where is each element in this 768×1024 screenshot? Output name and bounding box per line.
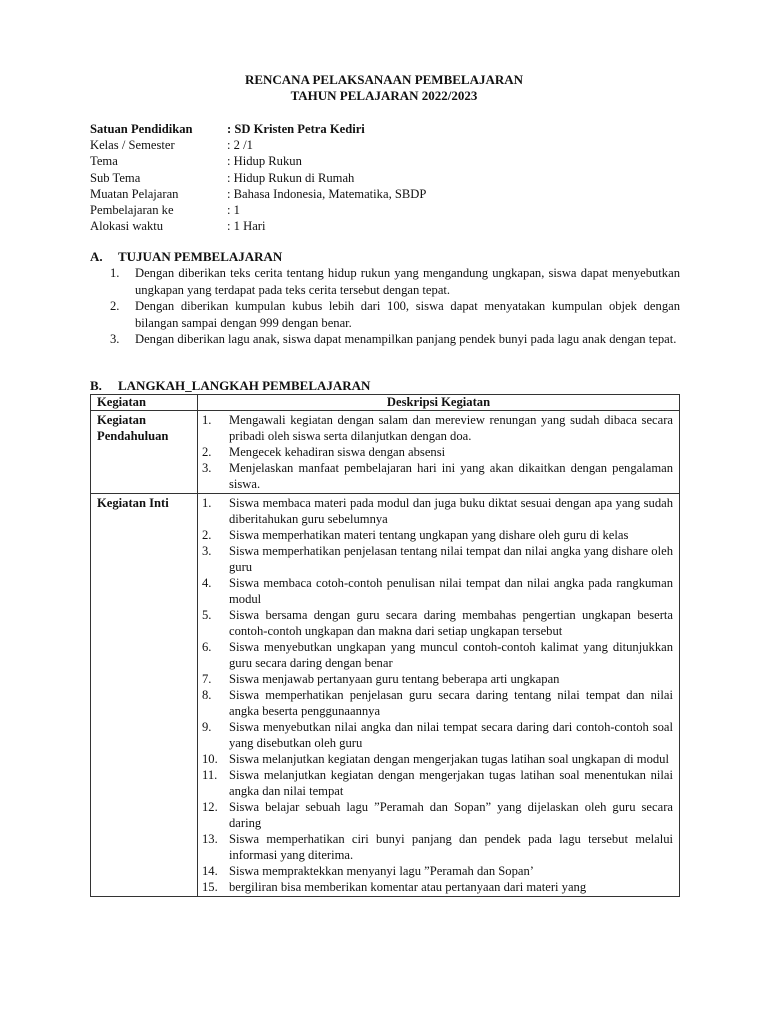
item-text: Mengawali kegiatan dengan salam dan mereview renungan yang sudah dibaca secara pribadi oleh siswa serta dilanjutkan dengan doa. <box>229 413 673 443</box>
list-item <box>110 298 680 331</box>
column-header-kegiatan: Kegiatan <box>91 395 198 411</box>
item-number: 2. <box>202 528 212 542</box>
column-header-deskripsi: Deskripsi Kegiatan <box>198 395 680 411</box>
list-item <box>202 444 673 460</box>
info-label: Pembelajaran ke <box>90 203 174 218</box>
item-number: 6. <box>202 640 212 654</box>
table-header-row <box>91 395 680 411</box>
info-value: : Hidup Rukun <box>227 154 302 169</box>
list-item <box>202 543 673 575</box>
info-row <box>90 153 426 169</box>
info-value: : 2 /1 <box>227 138 253 153</box>
section-letter: B. <box>90 378 102 393</box>
kegiatan-label-line: Pendahuluan <box>97 429 169 444</box>
item-text: Siswa memperhatikan ciri bunyi panjang dan pendek pada lagu tersebut melalui informasi yang diterima. <box>229 832 673 862</box>
item-text: Siswa membaca materi pada modul dan juga buku diktat sesuai dengan apa yang sudah diberitahukan guru sebelumnya <box>229 496 673 526</box>
item-number: 2. <box>110 299 120 314</box>
section-title: LANGKAH_LANGKAH PEMBELAJARAN <box>118 378 371 393</box>
item-text: Siswa memperhatikan penjelasan guru secara daring tentang nilai tempat dan nilai angka beserta penggunaannya <box>229 688 673 718</box>
info-label: Satuan Pendidikan <box>90 122 193 136</box>
item-text: bergiliran bisa memberikan komentar atau pertanyaan dari materi yang <box>229 880 587 894</box>
item-text: Dengan diberikan lagu anak, siswa dapat menampilkan panjang pendek bunyi pada lagu anak dengan tepat. <box>135 332 677 347</box>
item-text: Siswa menjawab pertanyaan guru tentang beberapa arti ungkapan <box>229 672 560 686</box>
section-langkah <box>90 378 680 897</box>
item-text: Siswa mempraktekkan menyanyi lagu ”Peramah dan Sopan’ <box>229 864 534 878</box>
document-title <box>0 72 768 104</box>
item-number: 14. <box>202 864 218 878</box>
item-number: 5. <box>202 608 212 622</box>
info-value: : Bahasa Indonesia, Matematika, SBDP <box>227 186 427 201</box>
item-text: Siswa melanjutkan kegiatan dengan mengerjakan tugas latihan soal ungkapan di modul <box>229 752 669 766</box>
info-label: Tema <box>90 154 118 169</box>
item-text: Siswa memperhatikan penjelasan tentang nilai tempat dan nilai angka yang dishare oleh guru <box>229 544 673 574</box>
objectives-list <box>110 265 680 348</box>
list-item <box>202 607 673 639</box>
item-number: 15. <box>202 880 218 894</box>
info-row <box>90 218 426 234</box>
kegiatan-label-line: Kegiatan Inti <box>97 496 169 510</box>
item-number: 4. <box>202 576 212 590</box>
list-item <box>110 265 680 298</box>
item-text: Menjelaskan manfaat pembelajaran hari ini yang akan dikaitkan dengan pengalaman siswa. <box>229 461 673 491</box>
item-number: 2. <box>202 445 212 459</box>
list-item <box>202 460 673 492</box>
item-text: Siswa menyebutkan ungkapan yang muncul contoh-contoh kalimat yang ditunjukkan guru secara daring dengan benar <box>229 640 673 670</box>
identity-block <box>90 121 426 234</box>
section-heading <box>90 249 680 265</box>
list-item <box>202 412 673 444</box>
item-text: Siswa bersama dengan guru secara daring membahas pengertian ungkapan beserta contoh-contoh ungkapan dan makna dari setiap ungkapan tersebut <box>229 608 673 638</box>
kegiatan-cell <box>91 494 198 897</box>
table-row <box>91 411 680 494</box>
list-item <box>202 879 673 895</box>
activity-list <box>202 412 673 492</box>
item-text: Siswa membaca cotoh-contoh penulisan nilai tempat dan nilai angka pada rangkuman modul <box>229 576 673 606</box>
list-item <box>202 719 673 751</box>
deskripsi-cell <box>198 494 680 897</box>
item-number: 8. <box>202 688 212 702</box>
info-row <box>90 137 426 153</box>
item-number: 7. <box>202 672 212 686</box>
item-text: Dengan diberikan kumpulan kubus lebih dari 100, siswa dapat menyatakan kumpulan objek dengan bilangan sampai dengan 999 dengan benar. <box>135 299 680 330</box>
section-tujuan <box>90 249 680 348</box>
list-item <box>202 527 673 543</box>
list-item <box>202 575 673 607</box>
item-number: 3. <box>202 461 212 475</box>
item-text: Siswa menyebutkan nilai angka dan nilai tempat secara daring dari contoh-contoh soal yang disebutkan oleh guru <box>229 720 673 750</box>
info-value: : 1 <box>227 203 240 218</box>
list-item <box>202 831 673 863</box>
info-value: : SD Kristen Petra Kediri <box>227 122 365 136</box>
item-number: 10. <box>202 752 218 766</box>
list-item <box>202 671 673 687</box>
activities-table <box>90 394 680 897</box>
deskripsi-cell <box>198 411 680 494</box>
title-line-2: TAHUN PELAJARAN 2022/2023 <box>290 88 478 103</box>
item-number: 1. <box>110 266 120 280</box>
item-text: Siswa memperhatikan materi tentang ungkapan yang dishare oleh guru di kelas <box>229 528 629 542</box>
info-label: Kelas / Semester <box>90 138 175 153</box>
list-item <box>202 495 673 527</box>
item-number: 11. <box>202 768 218 782</box>
table-row <box>91 494 680 897</box>
list-item <box>202 687 673 719</box>
list-item <box>202 751 673 767</box>
info-value: : Hidup Rukun di Rumah <box>227 170 355 185</box>
info-row <box>90 121 426 137</box>
title-line-1: RENCANA PELAKSANAAN PEMBELAJARAN <box>244 72 524 87</box>
list-item <box>202 799 673 831</box>
info-row <box>90 170 426 186</box>
list-item <box>202 767 673 799</box>
item-text: Siswa melanjutkan kegiatan dengan mengerjakan tugas latihan soal menentukan nilai angka dan nilai tempat <box>229 768 673 798</box>
section-letter: A. <box>90 249 103 264</box>
info-row <box>90 202 426 218</box>
info-label: Sub Tema <box>90 170 141 185</box>
item-number: 1. <box>202 413 212 427</box>
item-text: Mengecek kehadiran siswa dengan absensi <box>229 445 446 459</box>
info-label: Alokasi waktu <box>90 219 164 234</box>
info-label: Muatan Pelajaran <box>90 186 179 201</box>
section-heading <box>90 378 680 394</box>
kegiatan-cell <box>91 411 198 494</box>
item-text: Siswa belajar sebuah lagu ”Peramah dan Sopan” yang dijelaskan oleh guru secara daring <box>229 800 673 830</box>
activity-list <box>202 495 673 895</box>
list-item <box>110 331 680 348</box>
item-number: 3. <box>202 544 212 558</box>
item-number: 12. <box>202 800 218 814</box>
info-value: : 1 Hari <box>227 219 266 234</box>
item-text: Dengan diberikan teks cerita tentang hidup rukun yang mengandung ungkapan, siswa dapat menyebutkan ungkapan yang terdapat pada teks cerita tersebut dengan tepat. <box>135 266 680 297</box>
item-number: 3. <box>110 332 120 347</box>
section-title: TUJUAN PEMBELAJARAN <box>118 249 283 264</box>
item-number: 9. <box>202 720 212 734</box>
info-row <box>90 186 426 202</box>
kegiatan-label-line: Kegiatan <box>97 413 146 427</box>
list-item <box>202 639 673 671</box>
item-number: 13. <box>202 832 218 846</box>
list-item <box>202 863 673 879</box>
item-number: 1. <box>202 496 212 510</box>
